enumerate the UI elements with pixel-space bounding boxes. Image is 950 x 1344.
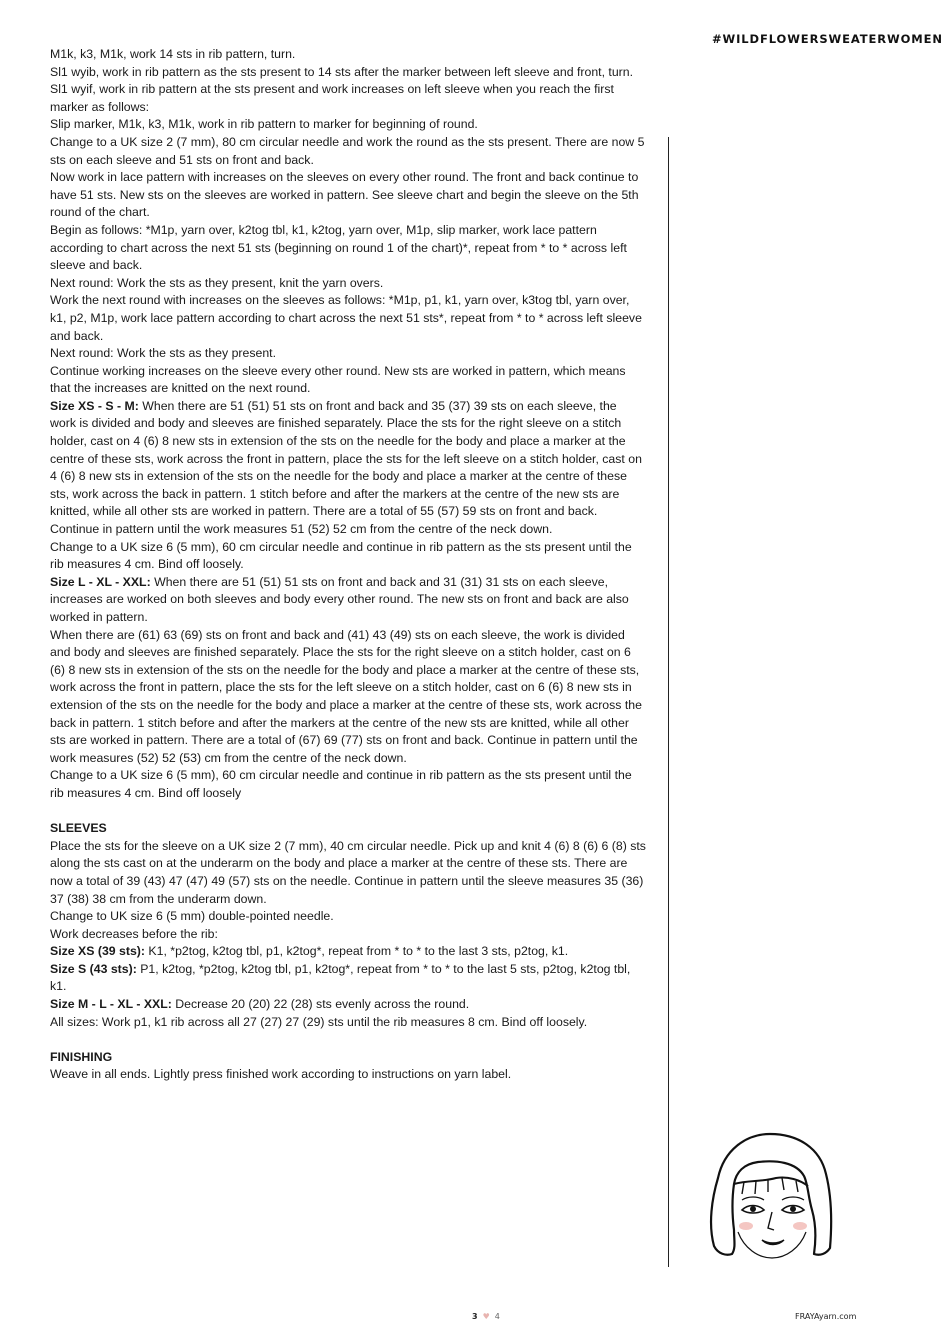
size-l-xxl-paragraph <box>50 574 646 627</box>
column-divider <box>668 137 669 1267</box>
size-l-xxl-divide: When there are (61) 63 (69) sts on front and back and (41) 43 (49) sts on each sleeve, the work is divided and body and sleeves are finished separately. Place the sts for the right sleeve on a stitch holder, cast on 6 (6) 8 new sts in extension of the sts on the needle for the body and place a marker at the centre of these sts, work across the front in pattern, place the sts for the left sleeve on a stitch holder, cast on 6 (6) 8 new sts in extension of the sts on the needle for the body and place a marker at the centre of these sts, work across the back in pattern. 1 stitch before and after the markers at the centre of the new sts are knitted, while all other sts are worked in pattern. There are a total of (67) 69 (77) sts on front and back. Continue in pattern until the work measures (52) 52 (53) cm from the centre of the neck down. <box>50 627 642 765</box>
instruction-line: Sl1 wyif, work in rib pattern at the sts present and work increases on left sleeve when you reach the first marker as follows: <box>50 82 614 114</box>
sleeves-size-m-xxl-label: Size M - L - XL - XXL: <box>50 997 172 1012</box>
woman-face-illustration <box>704 1128 838 1264</box>
pattern-instructions <box>50 46 646 1084</box>
finishing-text: Weave in all ends. Lightly press finished work according to instructions on yarn label. <box>50 1067 512 1082</box>
page-total: 4 <box>494 1312 500 1321</box>
sleeves-decreases-intro: Work decreases before the rib: <box>50 926 218 941</box>
instruction-line: Continue working increases on the sleeve every other round. New sts are worked in pattern, which means that the increases are knitted on the next round. <box>50 363 626 396</box>
heart-icon: ♥ <box>482 1312 490 1321</box>
right-pupil <box>790 1206 796 1212</box>
instruction-line: Next round: Work the sts as they present, knit the yarn overs. <box>50 275 384 290</box>
site-url: FRAYAyarn.com <box>795 1312 857 1321</box>
sleeves-pickup: Place the sts for the sleeve on a UK size 2 (7 mm), 40 cm circular needle. Pick up and knit 4 (6) 8 (6) 6 (8) sts along the sts cast on at the underarm on the body and place a marker at the centre of these sts. There are now a total of 39 (43) 47 (47) 49 (57) sts on the needle. Continue in pattern until the sleeve measures 35 (36) 37 (38) 38 cm from the underarm down. <box>50 838 646 906</box>
page-number <box>472 1312 500 1321</box>
instruction-line: Slip marker, M1k, k3, M1k, work in rib pattern to marker for beginning of round. <box>50 117 478 132</box>
size-xs-m-paragraph <box>50 398 646 539</box>
mouth <box>762 1240 784 1245</box>
page-current: 3 <box>472 1312 478 1321</box>
instruction-line: Sl1 wyib, work in rib pattern as the sts present to 14 sts after the marker between left sleeve and front, turn. <box>50 64 634 79</box>
sleeves-all-sizes: All sizes: Work p1, k1 rib across all 27 (27) 27 (29) sts until the rib measures 8 cm. Bind off loosely. <box>50 1014 588 1029</box>
instruction-line: Change to a UK size 2 (7 mm), 80 cm circular needle and work the round as the sts present. There are now 5 sts on each sleeve and 51 sts on front and back. <box>50 134 645 167</box>
sleeves-size-s-label: Size S (43 sts): <box>50 961 137 976</box>
right-blush <box>793 1222 807 1230</box>
instruction-line: Begin as follows: *M1p, yarn over, k2tog tbl, k1, k2tog, yarn over, M1p, slip marker, work lace pattern according to chart across the next 51 sts (beginning on round 1 of the chart)*, repeat from * to * across left sleeve and back. <box>50 222 627 273</box>
sleeves-size-xs-text: K1, *p2tog, k2tog tbl, p1, k2tog*, repeat from * to * to the last 3 sts, p2tog, k1. <box>145 944 569 959</box>
finishing-heading: FINISHING <box>50 1049 113 1064</box>
size-xs-m-text: When there are 51 (51) 51 sts on front and back and 35 (37) 39 sts on each sleeve, the work is divided and body and sleeves are finished separately. Place the sts for the right sleeve on a stitch holder, cast on 4 (6) 8 new sts in extension of the sts on the needle for the body and place a marker at the centre of these sts, work across the front in pattern, place the sts for the left sleeve on a stitch holder, cast on 4 (6) 8 new sts in extension of the sts on the needle for the body and place a marker at the centre of these sts, work across the back in pattern. 1 stitch before and after the markers at the centre of the new sts are knitted, while all other sts are worked in pattern. There are a total of 55 (57) 59 sts on front and back. Continue in pattern until the work measures 51 (52) 52 cm from the centre of the neck down. <box>50 398 642 537</box>
sleeves-size-s-text: P1, k2tog, *p2tog, k2tog tbl, p1, k2tog*, repeat from * to * to the last 5 sts, p2tog, k2tog tbl, k1. <box>50 961 631 994</box>
eyebrows <box>742 1197 804 1200</box>
size-l-xxl-text: When there are 51 (51) 51 sts on front and back and 31 (31) 31 sts on each sleeve, increases are worked on both sleeves and body every other round. The new sts on front and back are also worked in pattern. <box>50 574 629 624</box>
sleeves-size-s <box>50 961 646 996</box>
sleeves-size-m-xxl-text: Decrease 20 (20) 22 (28) sts evenly across the round. <box>171 997 470 1012</box>
sleeves-change-needle: Change to UK size 6 (5 mm) double-pointed needle. <box>50 909 334 924</box>
nose <box>768 1212 774 1230</box>
hashtag-header: #WILDFLOWERSWEATERWOMEN <box>712 32 943 46</box>
sleeves-size-m-xxl <box>50 996 646 1014</box>
sleeves-size-xs-label: Size XS (39 sts): <box>50 944 145 959</box>
sleeves-size-xs <box>50 943 646 961</box>
instruction-line: Work the next round with increases on the sleeves as follows: *M1p, p1, k1, yarn over, k3tog tbl, yarn over, k1, p2, M1p, work lace pattern according to chart across the next 51 sts*, repeat from * to * across left sleeve and back. <box>50 293 642 343</box>
instruction-line: M1k, k3, M1k, work 14 sts in rib pattern, turn. <box>50 47 296 61</box>
size-xs-m-label: Size XS - S - M: <box>50 398 139 413</box>
left-pupil <box>750 1206 756 1212</box>
instruction-line: Now work in lace pattern with increases on the sleeves on every other round. The front and back continue to have 51 sts. New sts on the sleeves are worked in pattern. See sleeve chart and begin the sleeve on the 5th round of the chart. <box>50 170 639 220</box>
left-blush <box>739 1222 753 1230</box>
hair-outline <box>711 1134 831 1255</box>
size-l-xxl-change: Change to a UK size 6 (5 mm), 60 cm circular needle and continue in rib pattern as the sts present until the rib measures 4 cm. Bind off loosely <box>50 768 632 800</box>
instruction-line: Next round: Work the sts as they present. <box>50 346 277 361</box>
sleeves-heading: SLEEVES <box>50 821 107 836</box>
size-l-xxl-label: Size L - XL - XXL: <box>50 574 151 589</box>
size-xs-m-change: Change to a UK size 6 (5 mm), 60 cm circular needle and continue in rib pattern as the sts present until the rib measures 4 cm. Bind off loosely. <box>50 539 632 572</box>
